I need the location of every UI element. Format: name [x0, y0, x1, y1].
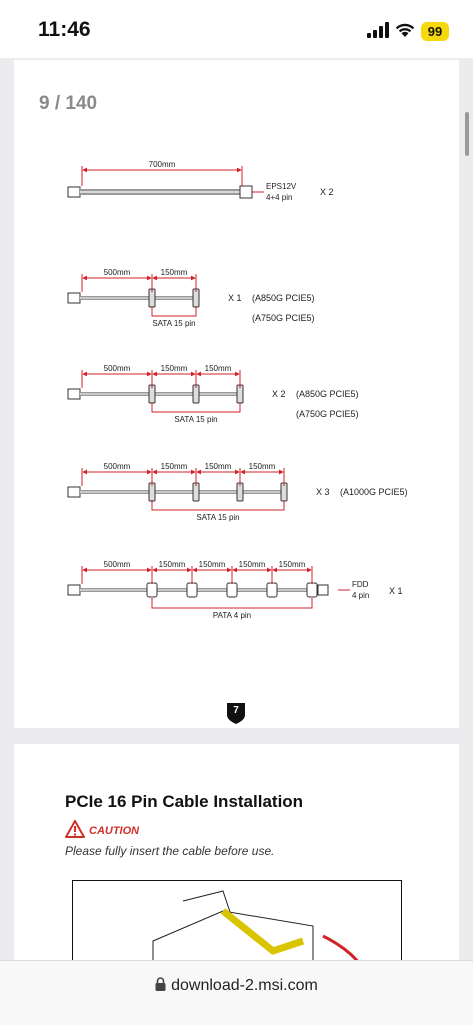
connector-plug — [68, 389, 80, 399]
pata-connector — [227, 583, 237, 597]
manual-page-9 — [14, 60, 459, 728]
segment-length-label: 500mm — [103, 560, 131, 569]
group-label: SATA 15 pin — [174, 415, 218, 424]
segment-length-label: 150mm — [158, 560, 186, 569]
model-label: (A850G PCIE5) — [296, 389, 359, 399]
segment-length-label: 150mm — [204, 364, 232, 373]
pata-connector — [307, 583, 317, 597]
end-connector-label: FDD — [352, 580, 369, 589]
model-label: (A1000G PCIE5) — [340, 487, 408, 497]
group-label: PATA 4 pin — [212, 611, 252, 620]
cable-4 — [68, 462, 408, 522]
segment-length-label: 150mm — [204, 462, 232, 471]
segment-length-label: 500mm — [103, 268, 131, 277]
fdd-connector — [318, 585, 328, 595]
page-badge-number: 7 — [233, 705, 239, 716]
quantity-label: X 2 — [272, 389, 286, 399]
cable-1 — [68, 160, 334, 202]
cable-diagram — [14, 60, 459, 728]
connector-plug — [68, 487, 80, 497]
end-connector-label: 4 pin — [352, 591, 370, 600]
connector-plug — [68, 585, 80, 595]
browser-url-bar[interactable] — [0, 960, 473, 1025]
warning-icon — [65, 820, 85, 838]
quantity-label: X 2 — [320, 187, 334, 197]
battery-indicator: 99 — [421, 22, 449, 41]
connector-plug — [68, 187, 80, 197]
lock-icon — [155, 977, 166, 991]
wifi-icon — [394, 21, 416, 38]
model-label: (A850G PCIE5) — [252, 293, 315, 303]
section-heading: PCIe 16 Pin Cable Installation — [65, 792, 304, 811]
scrollbar[interactable] — [465, 112, 469, 156]
segment-length-label: 150mm — [278, 560, 306, 569]
cable-5 — [68, 560, 403, 620]
group-label: SATA 15 pin — [152, 319, 196, 328]
segment-length-label: 150mm — [160, 364, 188, 373]
segment-length-label: 150mm — [248, 462, 276, 471]
model-label: (A750G PCIE5) — [252, 313, 315, 323]
quantity-label: X 1 — [389, 586, 403, 596]
segment-length-label: 150mm — [238, 560, 266, 569]
group-bracket — [152, 306, 196, 316]
segment-length-label: 150mm — [198, 560, 226, 569]
connector-plug — [68, 293, 80, 303]
connector-label: EPS12V — [266, 182, 297, 191]
caution-note: Please fully insert the cable before use. — [65, 844, 275, 858]
group-label: SATA 15 pin — [196, 513, 240, 522]
page-counter: 9 / 140 — [39, 93, 98, 114]
model-label: (A750G PCIE5) — [296, 409, 359, 419]
caution-text: CAUTION — [89, 825, 140, 837]
cellular-signal-icon — [367, 22, 389, 38]
connector-label: 4+4 pin — [266, 193, 293, 202]
segment-length-label: 500mm — [103, 462, 131, 471]
segment-length-label: 500mm — [103, 364, 131, 373]
url-display[interactable] — [0, 977, 473, 995]
manual-page-10 — [14, 744, 459, 974]
cable-2 — [68, 268, 315, 328]
quantity-label: X 3 — [316, 487, 330, 497]
status-bar — [0, 0, 473, 58]
pata-connector — [147, 583, 157, 597]
cable-3 — [68, 364, 359, 424]
pata-connector — [267, 583, 277, 597]
group-bracket — [152, 598, 312, 608]
segment-length-label: 700mm — [148, 160, 176, 169]
clock: 11:46 — [38, 18, 91, 41]
group-bracket — [152, 500, 284, 510]
eps-connector — [240, 186, 252, 198]
pata-connector — [187, 583, 197, 597]
segment-length-label: 150mm — [160, 462, 188, 471]
quantity-label: X 1 — [228, 293, 242, 303]
segment-length-label: 150mm — [160, 268, 188, 277]
url-text: download-2.msi.com — [171, 977, 318, 994]
